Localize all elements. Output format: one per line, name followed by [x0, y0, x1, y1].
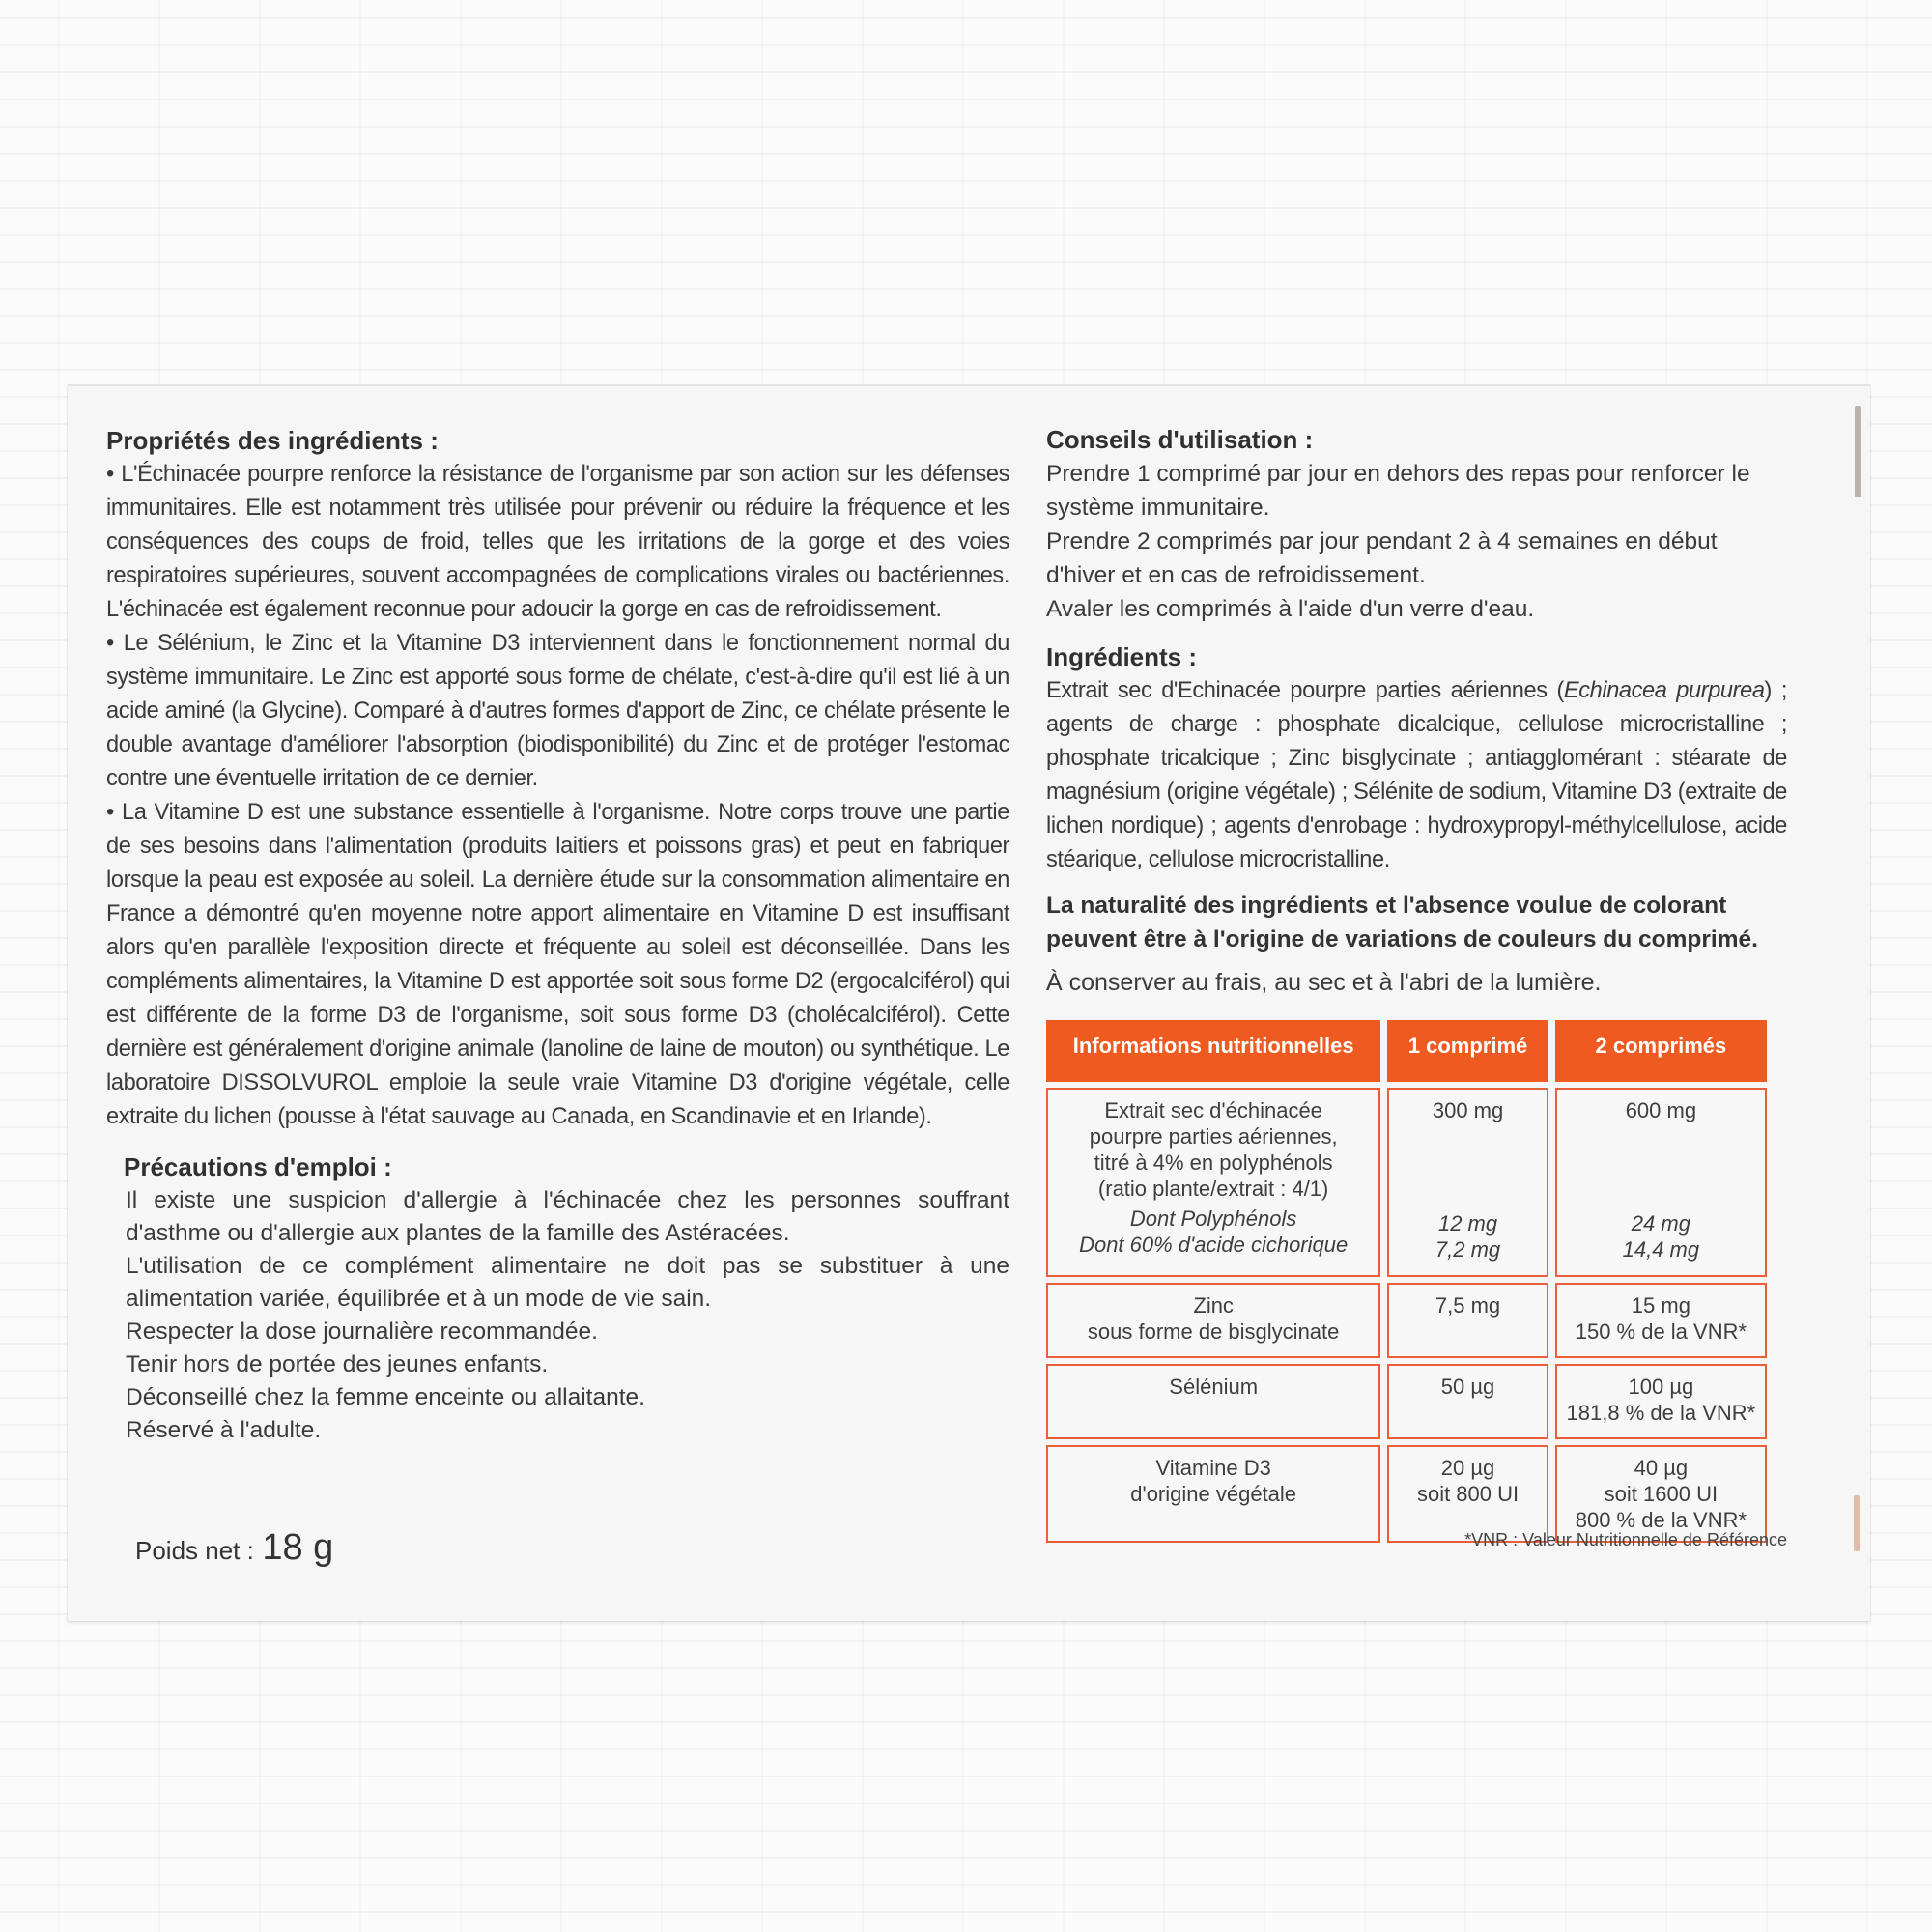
- cell-selenium-1: [1387, 1364, 1548, 1439]
- cell-line: 50 µg: [1440, 1375, 1495, 1399]
- cell-line: d'origine végétale: [1130, 1482, 1297, 1506]
- naturalite-note: La naturalité des ingrédients et l'absence voulue de colorant peuvent être à l'origine de variations de couleurs du comprimé.: [1046, 893, 1758, 952]
- conseils-2-comprimes: Prendre 2 comprimés par jour pendant 2 à 4 semaines en début d'hiver et en cas de refroidissement.: [1046, 528, 1718, 588]
- cell-vitamine-2: [1555, 1445, 1767, 1543]
- ingredients-list: [1046, 674, 1787, 877]
- cell-line: 40 µg: [1634, 1456, 1689, 1480]
- cell-line: 15 mg: [1631, 1293, 1690, 1318]
- box-edge-mark: [1855, 406, 1861, 497]
- cell-line: 14,4 mg: [1622, 1237, 1700, 1262]
- left-column: [106, 423, 1009, 1447]
- cell-line: soit 1600 UI: [1604, 1482, 1719, 1506]
- header-informations: Informations nutritionnelles: [1046, 1020, 1380, 1082]
- cell-vitamine-1: [1387, 1445, 1548, 1543]
- cell-vitamine-label: [1046, 1445, 1380, 1543]
- cell-line: titré à 4% en polyphénols: [1094, 1151, 1333, 1175]
- proprietes-vitamine-d: • La Vitamine D est une substance essentielle à l'organisme. Notre corps trouve une partie de ses besoins dans l'alimentation (produits laitiers et poissons gras) et peut en fabriquer lorsque la peau est exposée au soleil. La dernière étude sur la consommation alimentaire en France a démontré qu'en moyenne notre apport alimentaire en Vitamine D est insuffisant alors qu'en parallèle l'exposition directe et fréquente au soleil est déconseillée. Dans les compléments alimentaires, la Vitamine D est apportée soit sous forme D2 (ergocalciférol) qui est différente de la forme D3 de l'organisme, soit sous forme D3 (cholécalciférol). Cette dernière est généralement d'origine animale (lanoline de laine de mouton) ou synthétique. Le laboratoire DISSOLVUROL emploie la seule vraie Vitamine D3 d'origine végétale, celle extraite du lichen (pousse à l'état sauvage au Canada, en Scandinavie et en Irlande).: [106, 800, 1009, 1129]
- conseils-heading: Conseils d'utilisation :: [1046, 425, 1314, 454]
- precaution-dose: Respecter la dose journalière recommandée.: [126, 1319, 598, 1345]
- cell-line: 100 µg: [1628, 1375, 1694, 1399]
- precaution-adulte: Réservé à l'adulte.: [126, 1417, 322, 1443]
- net-weight-label: Poids net :: [135, 1536, 254, 1565]
- cell-line: sous forme de bisglycinate: [1087, 1320, 1340, 1344]
- right-column: [1046, 422, 1787, 1000]
- precaution-enceinte: Déconseillé chez la femme enceinte ou allaitante.: [126, 1384, 645, 1410]
- cell-line: Vitamine D3: [1155, 1456, 1271, 1480]
- ingredients-heading: Ingrédients :: [1046, 642, 1198, 671]
- vnr-footnote: *VNR : Valeur Nutritionnelle de Référence: [1464, 1530, 1787, 1549]
- cell-line: 12 mg: [1437, 1211, 1498, 1236]
- ingredients-latin-name: Echinacea purpurea: [1563, 678, 1765, 703]
- cell-line: pourpre parties aériennes,: [1089, 1124, 1338, 1149]
- cell-line: Zinc: [1193, 1293, 1234, 1318]
- cell-line: (ratio plante/extrait : 4/1): [1097, 1177, 1329, 1201]
- precaution-allergie: Il existe une suspicion d'allergie à l'échinacée chez les personnes souffrant d'asthme ou d'allergie aux plantes de la famille des Astéracées.: [126, 1187, 1009, 1246]
- cell-line: 24 mg: [1631, 1211, 1690, 1236]
- cell-zinc-1: [1387, 1283, 1548, 1358]
- cell-line: 300 mg: [1432, 1098, 1504, 1122]
- conseils-1-comprime: Prendre 1 comprimé par jour en dehors des repas pour renforcer le système immunitaire.: [1046, 461, 1750, 521]
- precaution-enfants: Tenir hors de portée des jeunes enfants.: [126, 1351, 549, 1378]
- cell-line: Sélénium: [1169, 1375, 1259, 1399]
- cell-echinacee-1: [1387, 1088, 1548, 1277]
- cell-line: 181,8 % de la VNR*: [1566, 1401, 1756, 1425]
- box-edge-mark: [1854, 1495, 1860, 1551]
- cell-echinacee-2: [1555, 1088, 1767, 1277]
- cell-echinacee-label: [1046, 1088, 1380, 1277]
- table-row-selenium: [1046, 1364, 1767, 1439]
- cell-selenium-label: [1046, 1364, 1380, 1439]
- ingredients-text-start: Extrait sec d'Echinacée pourpre parties aériennes (: [1046, 678, 1564, 703]
- proprietes-heading: Propriétés des ingrédients :: [106, 426, 439, 455]
- cell-line: Dont Polyphénols: [1129, 1207, 1297, 1231]
- proprietes-echinacee: • L'Échinacée pourpre renforce la résistance de l'organisme par son action sur les défenses immunitaires. Elle est notamment très utilisée pour prévenir ou réduire la fréquence et les conséquences des coups de froid, telles que les irritations de la gorge et des voies respiratoires supérieures, souvent accompagnées de complications virales ou bactériennes. L'échinacée est également reconnue pour adoucir la gorge en cas de refroidissement.: [106, 462, 1009, 622]
- ingredients-text-end: ) ; agents de charge : phosphate dicalcique, cellulose microcristalline ; phosphate tricalcique ; Zinc bisglycinate ; antiagglomérant : stéarate de magnésium (origine végétale) ; Sélénite de sodium, Vitamine D3 (extraite de lichen nordique) ; agents d'enrobage : hydroxypropyl-méthylcellulose, acide stéarique, cellulose microcristalline.: [1046, 678, 1787, 872]
- net-weight-value: 18 g: [262, 1527, 334, 1568]
- nutrition-table: [1039, 1014, 1774, 1548]
- conseils-avaler: Avaler les comprimés à l'aide d'un verre d'eau.: [1046, 596, 1535, 622]
- cell-line: 7,5 mg: [1435, 1293, 1501, 1318]
- header-2-comprimes: 2 comprimés: [1555, 1020, 1767, 1082]
- cell-line: 20 µg: [1440, 1456, 1495, 1480]
- cell-line: 800 % de la VNR*: [1575, 1508, 1747, 1532]
- cell-line: Extrait sec d'échinacée: [1104, 1098, 1322, 1122]
- cell-line: 7,2 mg: [1435, 1237, 1501, 1262]
- nutrition-header-row: [1046, 1020, 1767, 1082]
- net-weight: [135, 1527, 333, 1569]
- cell-line: Dont 60% d'acide cichorique: [1079, 1233, 1349, 1257]
- table-row-zinc: [1046, 1283, 1767, 1358]
- proprietes-selenium-zinc: • Le Sélénium, le Zinc et la Vitamine D3 interviennent dans le fonctionnement normal du système immunitaire. Le Zinc est apporté sous forme de chélate, c'est-à-dire qu'il est lié à un acide aminé (la Glycine). Comparé à d'autres formes d'apport de Zinc, ce chélate présente le double avantage d'améliorer l'absorption (biodisponibilité) du Zinc et de protéger l'estomac contre une éventuelle irritation de ce dernier.: [106, 631, 1009, 791]
- cell-selenium-2: [1555, 1364, 1767, 1439]
- cell-line: soit 800 UI: [1416, 1482, 1520, 1506]
- precaution-alimentation: L'utilisation de ce complément alimentaire ne doit pas se substituer à une alimentation variée, équilibrée et à un mode de vie sain.: [126, 1253, 1009, 1312]
- table-row-echinacee: [1046, 1088, 1767, 1277]
- cell-line: 600 mg: [1625, 1098, 1697, 1122]
- precautions-heading: Précautions d'emploi :: [124, 1152, 392, 1181]
- cell-zinc-2: [1555, 1283, 1767, 1358]
- conservation-note: À conserver au frais, au sec et à l'abri de la lumière.: [1046, 969, 1602, 996]
- table-row-vitamine-d3: [1046, 1445, 1767, 1543]
- cell-line: 150 % de la VNR*: [1575, 1320, 1747, 1344]
- cell-zinc-label: [1046, 1283, 1380, 1358]
- header-1-comprime: 1 comprimé: [1387, 1020, 1548, 1082]
- precautions-list: [106, 1184, 1009, 1447]
